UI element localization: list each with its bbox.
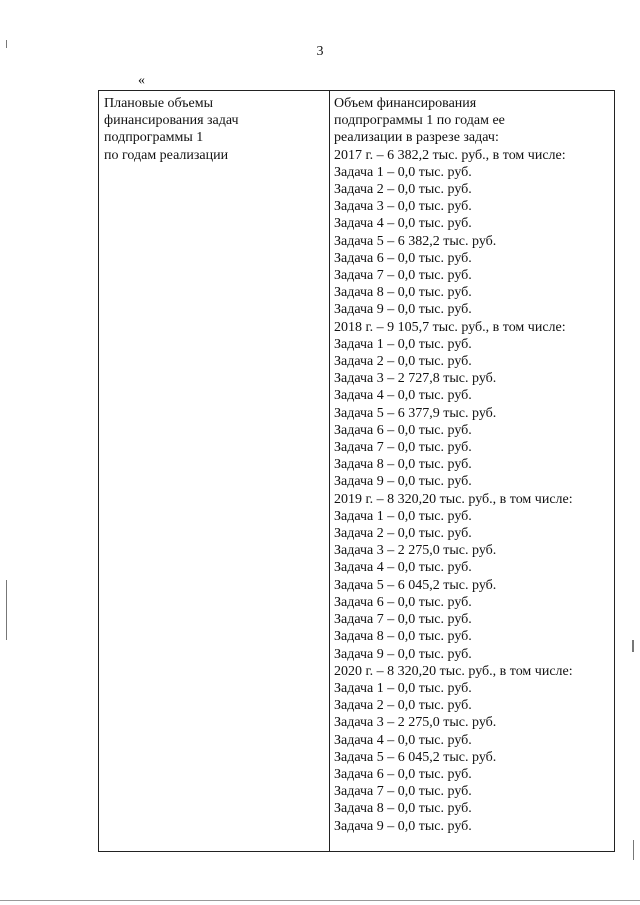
right-cell-line: Задача 9 – 0,0 тыс. руб. [334, 474, 472, 490]
right-cell-line: Задача 5 – 6 045,2 тыс. руб. [334, 577, 497, 593]
right-cell-line: Объем финансирования [334, 96, 477, 111]
right-cell-line: Задача 1 – 0,0 тыс. руб. [334, 680, 472, 696]
right-cell-line: 2018 г. – 9 105,7 тыс. руб., в том числе: [334, 319, 566, 335]
left-cell-line: подпрограммы 1 [104, 130, 204, 146]
scan-edge-mark-right-2 [633, 840, 634, 860]
right-cell-line: Задача 7 – 0,0 тыс. руб. [334, 612, 472, 628]
right-cell-line: Задача 1 – 0,0 тыс. руб. [334, 336, 472, 352]
right-cell-line: Задача 3 – 2 275,0 тыс. руб. [334, 543, 497, 559]
right-cell-line: Задача 7 – 0,0 тыс. руб. [334, 784, 472, 800]
right-cell-line: Задача 3 – 0,0 тыс. руб. [334, 199, 472, 215]
right-cell-line: Задача 2 – 0,0 тыс. руб. [334, 354, 472, 370]
scan-edge-mark-left-2 [6, 580, 7, 640]
right-cell-line: Задача 6 – 0,0 тыс. руб. [334, 422, 472, 438]
left-cell-line: Плановые объемы [104, 96, 214, 111]
right-cell-line: Задача 8 – 0,0 тыс. руб. [334, 801, 472, 817]
right-cell-line: Задача 5 – 6 382,2 тыс. руб. [334, 233, 497, 249]
right-cell-line: реализации в разрезе задач: [334, 130, 499, 146]
financing-table [98, 90, 615, 852]
right-cell-line: Задача 7 – 0,0 тыс. руб. [334, 440, 472, 456]
column-divider [329, 91, 330, 851]
right-cell-line: Задача 9 – 0,0 тыс. руб. [334, 302, 472, 318]
left-cell-line: финансирования задач [104, 113, 239, 129]
right-cell-line: Задача 6 – 0,0 тыс. руб. [334, 766, 472, 782]
right-cell-line: Задача 3 – 2 727,8 тыс. руб. [334, 371, 497, 387]
right-cell-line: 2017 г. – 6 382,2 тыс. руб., в том числе: [334, 147, 566, 163]
right-cell-line: Задача 1 – 0,0 тыс. руб. [334, 508, 472, 524]
scan-bottom-edge [0, 900, 640, 901]
right-cell-line: Задача 5 – 6 377,9 тыс. руб. [334, 405, 497, 421]
right-cell-line: Задача 2 – 0,0 тыс. руб. [334, 182, 472, 198]
right-cell-line: Задача 8 – 0,0 тыс. руб. [334, 629, 472, 645]
right-cell-line: Задача 4 – 0,0 тыс. руб. [334, 732, 472, 748]
right-cell-line: Задача 4 – 0,0 тыс. руб. [334, 216, 472, 232]
left-cell [104, 95, 324, 164]
right-cell-line: Задача 8 – 0,0 тыс. руб. [334, 457, 472, 473]
right-cell-line: Задача 1 – 0,0 тыс. руб. [334, 164, 472, 180]
right-cell-line: Задача 5 – 6 045,2 тыс. руб. [334, 749, 497, 765]
right-cell-line: Задача 4 – 0,0 тыс. руб. [334, 388, 472, 404]
right-cell-line: Задача 8 – 0,0 тыс. руб. [334, 285, 472, 301]
right-cell-line: Задача 2 – 0,0 тыс. руб. [334, 698, 472, 714]
right-cell-line: Задача 4 – 0,0 тыс. руб. [334, 560, 472, 576]
right-cell-line: подпрограммы 1 по годам ее [334, 113, 505, 129]
right-cell-line: 2019 г. – 8 320,20 тыс. руб., в том числе: [334, 491, 573, 507]
opening-quote: « [138, 73, 145, 88]
right-cell-line: Задача 6 – 0,0 тыс. руб. [334, 594, 472, 610]
right-cell-line: Задача 3 – 2 275,0 тыс. руб. [334, 715, 497, 731]
page-number: 3 [316, 44, 324, 59]
scan-edge-mark-left [6, 40, 7, 48]
right-cell-line: Задача 9 – 0,0 тыс. руб. [334, 646, 472, 662]
right-cell-line: 2020 г. – 8 320,20 тыс. руб., в том числе: [334, 663, 573, 679]
right-cell [334, 95, 612, 835]
scan-edge-mark-right [632, 640, 634, 652]
left-cell-line: по годам реализации [104, 147, 229, 163]
right-cell-line: Задача 2 – 0,0 тыс. руб. [334, 526, 472, 542]
right-cell-line: Задача 6 – 0,0 тыс. руб. [334, 250, 472, 266]
right-cell-line: Задача 9 – 0,0 тыс. руб. [334, 818, 472, 834]
right-cell-line: Задача 7 – 0,0 тыс. руб. [334, 268, 472, 284]
